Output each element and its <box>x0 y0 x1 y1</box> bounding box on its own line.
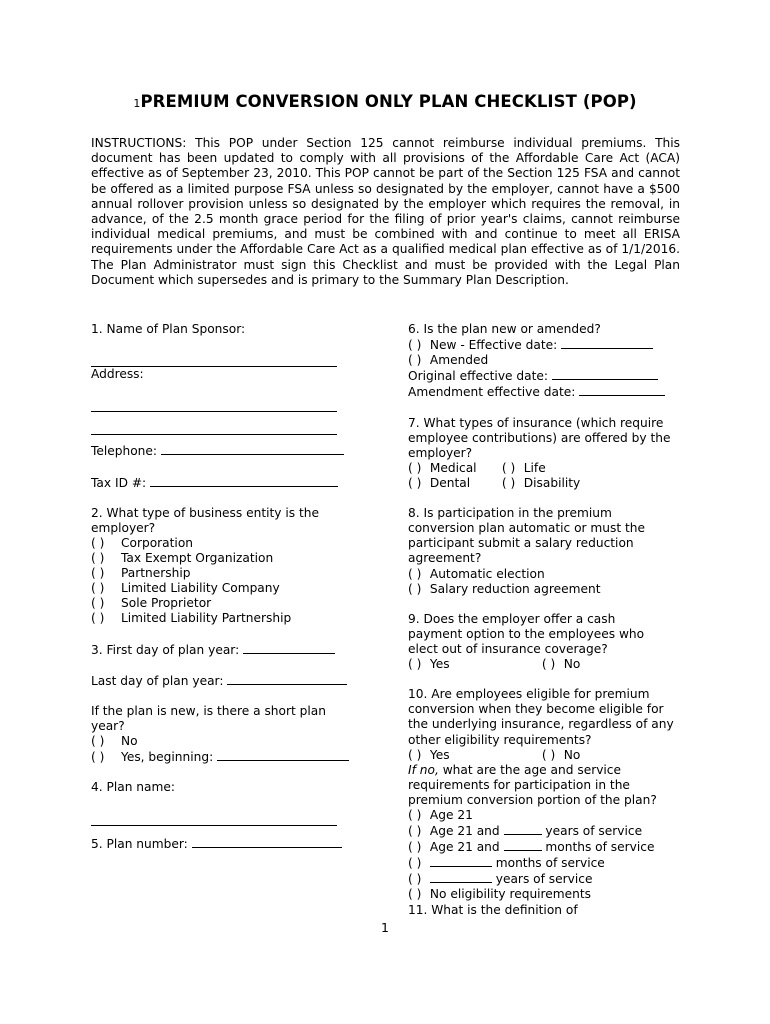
years-field[interactable] <box>504 823 542 835</box>
page-number: 1 <box>381 920 389 935</box>
q2-label: 2. What type of business entity is the employer? <box>91 505 319 535</box>
option-label: No eligibility requirements <box>429 887 592 902</box>
entity-label: Limited Liability Company <box>121 581 280 596</box>
if-no-label: If no, <box>408 762 439 777</box>
insurance-row-1 <box>408 461 688 476</box>
original-effective-label: Original effective date: <box>408 369 548 384</box>
entity-label: Corporation <box>121 535 193 550</box>
last-day-label: Last day of plan year: <box>91 673 224 688</box>
q11-label: 11. What is the definition of <box>408 902 578 917</box>
months-field[interactable] <box>504 839 542 851</box>
short-year-no-option[interactable] <box>91 734 381 749</box>
page-title <box>0 92 770 111</box>
checkbox[interactable]: ( ) <box>408 475 422 490</box>
entity-label: Tax Exempt Organization <box>121 551 274 566</box>
years-option[interactable] <box>408 871 688 887</box>
option-label: No <box>121 734 138 749</box>
new-effective-date-field[interactable] <box>561 337 653 349</box>
amendment-effective-row <box>408 384 688 400</box>
entity-label: Partnership <box>121 566 191 581</box>
entity-option[interactable] <box>91 596 381 611</box>
amendment-effective-label: Amendment effective date: <box>408 385 576 400</box>
last-day-field[interactable] <box>227 673 347 685</box>
if-no-question <box>408 763 678 808</box>
address-label: Address: <box>91 367 144 382</box>
checkbox[interactable]: ( ) <box>91 596 105 611</box>
plan-name-field[interactable] <box>91 811 337 826</box>
plan-sponsor-name-field[interactable] <box>91 352 337 367</box>
entity-option[interactable] <box>91 566 381 581</box>
option-label: years of service <box>545 824 643 839</box>
checkbox[interactable]: ( ) <box>91 535 105 550</box>
if-no-text: what are the age and service requirements for participation in the premium conversion portion of the plan? <box>408 762 657 807</box>
checkbox[interactable]: ( ) <box>541 657 556 672</box>
checkbox[interactable]: ( ) <box>408 872 422 887</box>
checkbox[interactable]: ( ) <box>408 460 422 475</box>
months-field[interactable] <box>430 855 492 867</box>
checkbox[interactable]: ( ) <box>91 566 105 581</box>
entity-label: Limited Liability Partnership <box>121 611 292 626</box>
checkbox[interactable]: ( ) <box>91 611 105 626</box>
q7-label: 7. What types of insurance (which require employee contributions) are offered by the employer? <box>408 415 671 460</box>
q9-label: 9. Does the employer offer a cash payment option to the employees who elect out of insurance coverage? <box>408 611 645 656</box>
checkbox[interactable]: ( ) <box>408 747 422 762</box>
original-effective-date-field[interactable] <box>552 368 658 380</box>
q3-row <box>91 642 381 658</box>
left-column <box>91 322 381 852</box>
address-line-1-field[interactable] <box>91 397 337 412</box>
checkbox[interactable]: ( ) <box>408 887 422 902</box>
years-field[interactable] <box>430 871 492 883</box>
address-line-2-field[interactable] <box>91 420 337 435</box>
q8-label: 8. Is participation in the premium conversion plan automatic or must the participant submit a salary reduction agreement? <box>408 506 646 566</box>
checkbox[interactable]: ( ) <box>408 840 422 855</box>
new-option[interactable] <box>408 337 688 353</box>
checkbox[interactable]: ( ) <box>501 475 516 490</box>
checkbox[interactable]: ( ) <box>408 353 422 368</box>
checkbox[interactable]: ( ) <box>408 856 422 871</box>
tax-id-row <box>91 475 381 491</box>
telephone-field[interactable] <box>161 443 344 455</box>
insurance-row-2 <box>408 476 688 491</box>
short-year-label: If the plan is new, is there a short plan year? <box>91 703 326 734</box>
amendment-effective-date-field[interactable] <box>579 384 665 396</box>
option-label: Age 21 and <box>429 824 500 839</box>
right-column <box>408 322 688 918</box>
option-label: Age 21 <box>429 808 473 822</box>
option-label: New - Effective date: <box>429 338 558 353</box>
short-year-begin-field[interactable] <box>217 749 349 761</box>
title-text: PREMIUM CONVERSION ONLY PLAN CHECKLIST (POP) <box>140 92 637 111</box>
months-option[interactable] <box>408 855 688 871</box>
yes-label: Yes <box>429 657 450 672</box>
checkbox[interactable]: ( ) <box>408 808 422 822</box>
entity-option[interactable] <box>91 581 381 596</box>
no-label: No <box>563 747 581 762</box>
tax-id-label: Tax ID #: <box>91 475 147 490</box>
original-effective-row <box>408 368 688 384</box>
entity-option[interactable] <box>91 611 381 626</box>
checkbox[interactable]: ( ) <box>501 460 516 475</box>
checkbox[interactable]: ( ) <box>408 824 422 839</box>
title-footnote-marker: 1 <box>133 97 141 110</box>
q5-label: 5. Plan number: <box>91 836 188 851</box>
life-label: Life <box>523 460 546 475</box>
option-label: Age 21 and <box>429 840 500 855</box>
age21-option[interactable] <box>408 808 688 823</box>
dental-label: Dental <box>429 475 471 490</box>
short-year-yes-option[interactable] <box>91 749 381 765</box>
q5-row <box>91 836 381 852</box>
checkbox[interactable]: ( ) <box>408 657 422 672</box>
plan-number-field[interactable] <box>192 836 342 848</box>
q6-label: 6. Is the plan new or amended? <box>408 322 601 336</box>
option-label: years of service <box>495 872 593 887</box>
automatic-option[interactable] <box>408 567 688 582</box>
checkbox[interactable]: ( ) <box>408 566 422 581</box>
telephone-row <box>91 443 381 459</box>
last-day-row <box>91 673 381 689</box>
checkbox[interactable]: ( ) <box>91 734 105 749</box>
q10-options <box>408 748 688 763</box>
telephone-label: Telephone: <box>91 444 157 459</box>
no-elig-option[interactable] <box>408 887 688 902</box>
q10-label: 10. Are employees eligible for premium conversion when they become eligible for the underlying insurance, regardless of any other eligibility requirements? <box>408 687 674 747</box>
q9-options <box>408 657 688 672</box>
first-day-field[interactable] <box>243 642 335 654</box>
option-label: Salary reduction agreement <box>429 581 601 596</box>
option-label: Amended <box>429 353 489 368</box>
disability-label: Disability <box>523 475 581 490</box>
entity-label: Sole Proprietor <box>121 596 212 611</box>
checkbox[interactable]: ( ) <box>91 551 105 566</box>
tax-id-field[interactable] <box>150 475 338 487</box>
option-label: months of service <box>545 840 655 855</box>
no-label: No <box>563 657 581 672</box>
medical-label: Medical <box>429 460 477 475</box>
instructions-paragraph: INSTRUCTIONS: This POP under Section 125 cannot reimburse individual premiums. This document has been updated to comply with all provisions of the Affordable Care Act (ACA) effective as of September 23, 2010. This POP cannot be part of the Section 125 FSA and cannot be offered as a limited purpose FSA unless so designated by the employer, cannot have a $500 annual rollover provision unless so designated by the employer which requires the removal, in advance, of the 2.5 month grace period for the filing of prior year's claims, cannot reimburse individual medical premiums, and must be combined with and continue to meet all ERISA requirements under the Affordable Care Act as a qualified medical plan effective as of 1/1/2016. The Plan Administrator must sign this Checklist and must be provided with the Legal Plan Document which supersedes and is primary to the Summary Plan Description. <box>91 136 680 287</box>
amended-option[interactable] <box>408 353 688 368</box>
yes-label: Yes <box>429 747 450 762</box>
age21-years-option[interactable] <box>408 823 688 839</box>
checkbox[interactable]: ( ) <box>91 750 105 765</box>
option-label: months of service <box>495 856 605 871</box>
q3-label: 3. First day of plan year: <box>91 642 240 657</box>
checkbox[interactable]: ( ) <box>541 747 556 762</box>
age21-months-option[interactable] <box>408 839 688 855</box>
option-label: Yes, beginning: <box>121 750 214 765</box>
checkbox[interactable]: ( ) <box>408 338 422 353</box>
entity-option[interactable] <box>91 536 381 551</box>
entity-option[interactable] <box>91 551 381 566</box>
checkbox[interactable]: ( ) <box>408 581 422 596</box>
checkbox[interactable]: ( ) <box>91 581 105 596</box>
q1-label: 1. Name of Plan Sponsor: <box>91 322 246 336</box>
q4-label: 4. Plan name: <box>91 780 175 795</box>
salary-option[interactable] <box>408 582 688 597</box>
option-label: Automatic election <box>429 566 545 581</box>
